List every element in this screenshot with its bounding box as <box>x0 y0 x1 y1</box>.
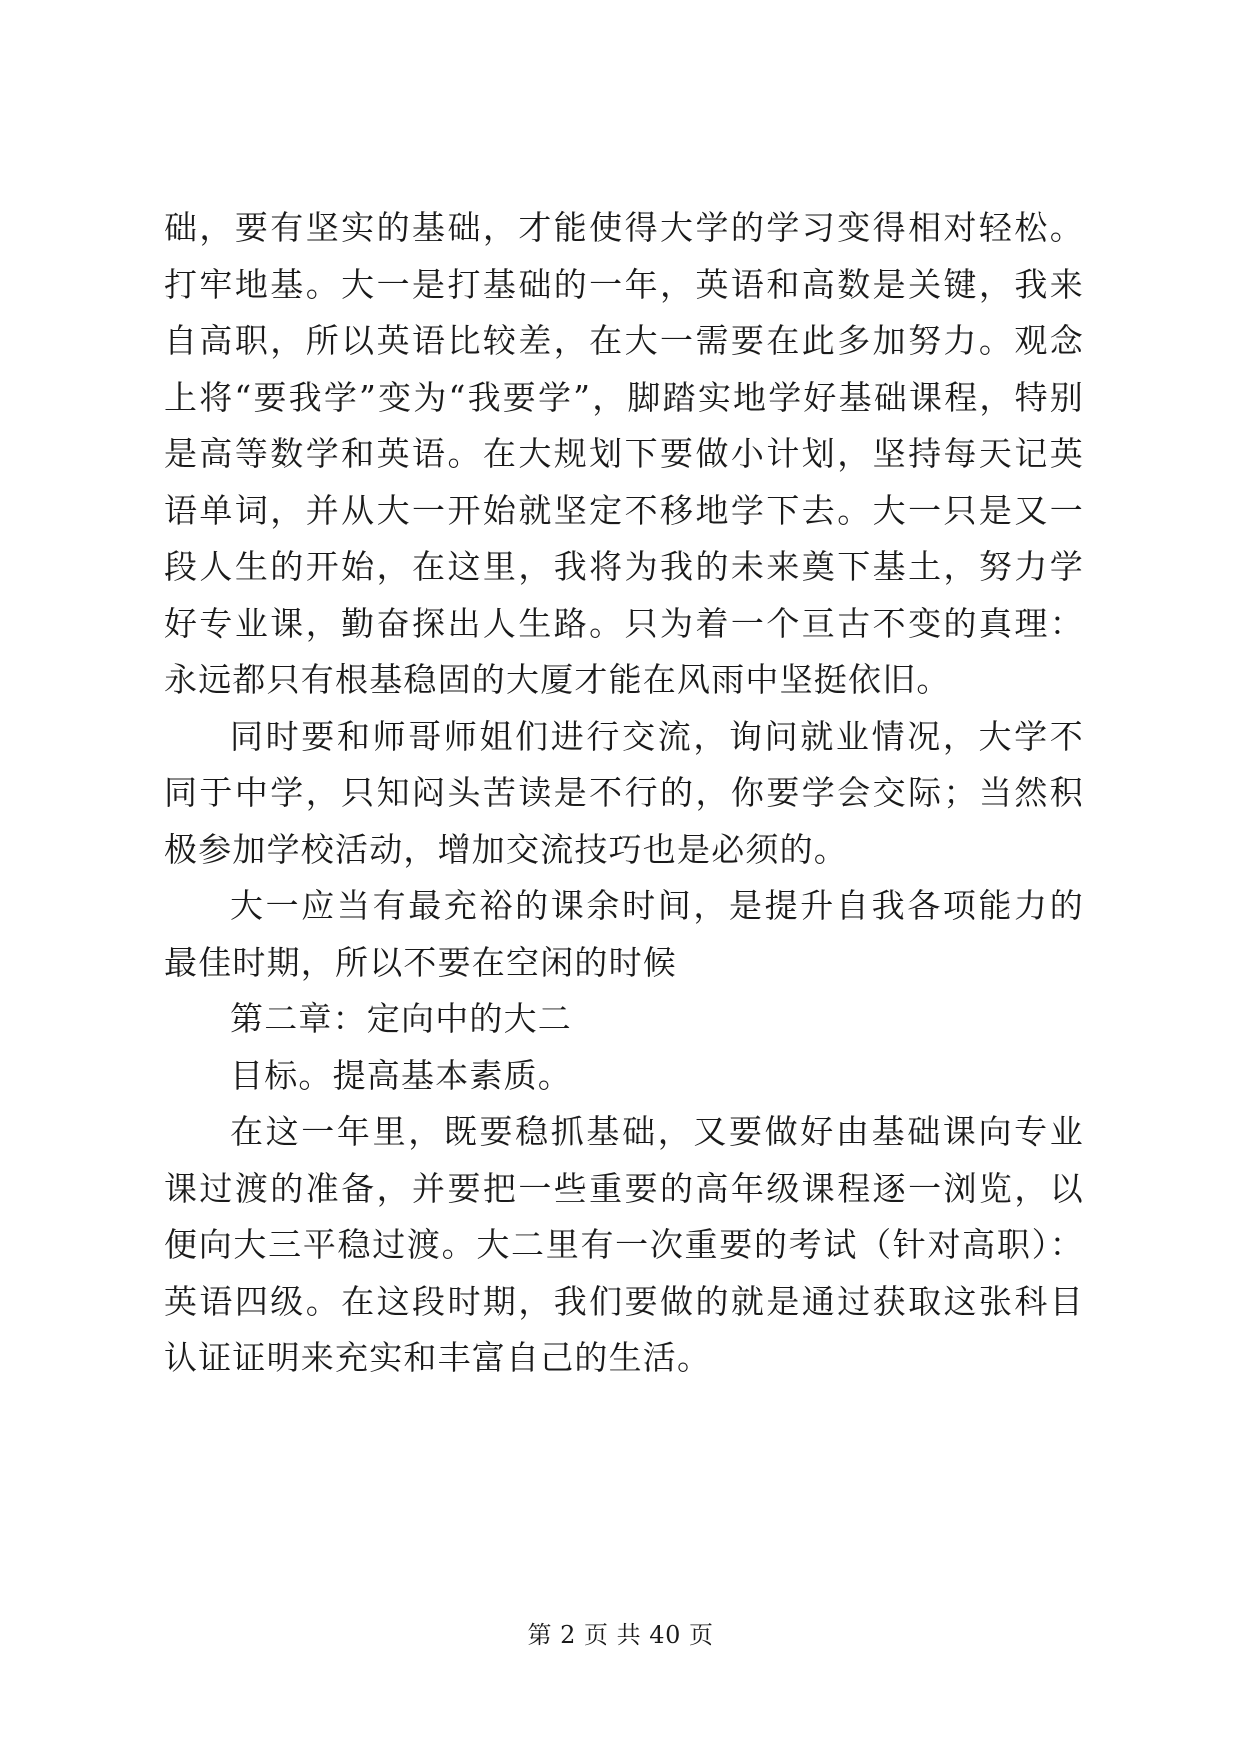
document-body <box>164 200 1084 1387</box>
goal-line: 目标。提高基本素质。 <box>230 1055 572 1095</box>
paragraph-6: 在这一年里，既要稳抓基础，又要做好由基础课向专业课过渡的准备，并要把一些重要的高年级课程逐一浏览，以便向大三平稳过渡。大二里有一次重要的考试（针对高职）：英语四级。在这段时期，我们要做的就是通过获取这张科目认证证明来充实和丰富自己的生活。 <box>164 1112 1084 1377</box>
chapter-heading: 第二章：定向中的大二 <box>230 999 572 1038</box>
paragraph-1: 础，要有坚实的基础，才能使得大学的学习变得相对轻松。打牢地基。大一是打基础的一年，英语和高数是关键，我来自高职，所以英语比较差，在大一需要在此多加努力。观念上将“要我学”变为“我要学”，脚踏实地学好基础课程，特别是高等数学和英语。在大规划下要做小计划，坚持每天记英语单词，并从大一开始就坚定不移地学下去。大一只是又一段人生的开始，在这里，我将为我的未来奠下基土，努力学好专业课，勤奋探出人生路。只为着一个亘古不变的真理：永远都只有根基稳固的大厦才能在风雨中坚挺依旧。 <box>164 208 1084 699</box>
page-footer: 第 2 页 共 40 页 <box>527 1621 714 1649</box>
paragraph-3: 大一应当有最充裕的课余时间，是提升自我各项能力的最佳时期，所以不要在空闲的时候 <box>164 886 1084 982</box>
paragraph-2: 同时要和师哥师姐们进行交流，询问就业情况，大学不同于中学，只知闷头苦读是不行的，你要学会交际；当然积极参加学校活动，增加交流技巧也是必须的。 <box>164 716 1084 869</box>
